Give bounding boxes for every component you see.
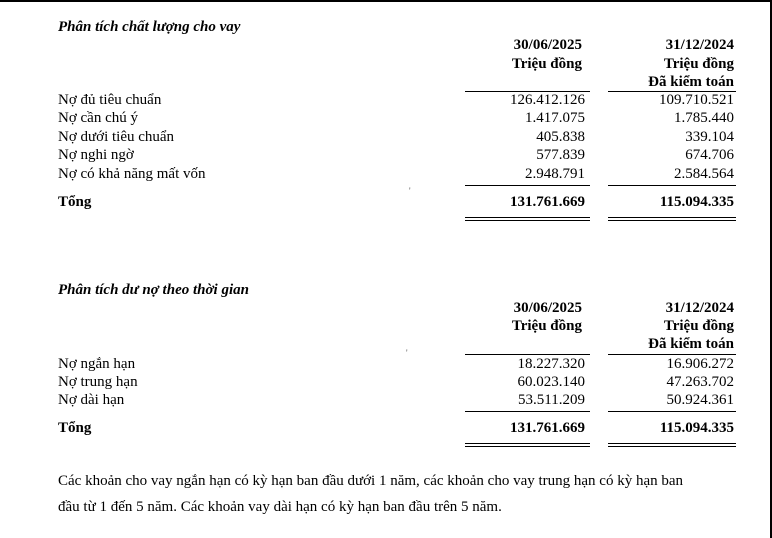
loan-quality-total-label: Tổng [58,194,92,210]
loan-term-col1-total-rule-a [465,443,590,444]
loan-term-row-value-2025: 18.227.320 [517,356,585,372]
scan-mark: ' [406,348,408,358]
loan-quality-col1-total-rule-b [465,220,590,221]
loan-term-row-label: Nợ trung hạn [58,374,138,390]
footnote-line-2: đầu từ 1 đến 5 năm. Các khoản vay dài hạn có kỳ hạn ban đầu trên 5 năm. [58,499,502,515]
loan-term-row-label: Nợ dài hạn [58,392,125,408]
loan-quality-title: Phân tích chất lượng cho vay [58,19,241,35]
loan-quality-row-label: Nợ nghi ngờ [58,147,134,163]
loan-quality-row-value-2024: 109.710.521 [659,92,734,108]
loan-quality-col2-total-rule-b [608,220,736,221]
loan-quality-row-value-2025: 1.417.075 [525,110,585,126]
loan-term-col2-date: 31/12/2024 [665,300,734,316]
loan-quality-col2-note: Đã kiểm toán [648,74,734,90]
loan-quality-total-2025: 131.761.669 [510,194,585,210]
loan-term-col2-subtotal-rule [608,411,736,412]
loan-quality-row-label: Nợ đủ tiêu chuẩn [58,92,162,108]
scan-mark: ' [409,186,411,196]
loan-term-row-value-2024: 50.924.361 [666,392,734,408]
loan-quality-row-label: Nợ có khả năng mất vốn [58,166,206,182]
loan-term-title: Phân tích dư nợ theo thời gian [58,282,249,298]
loan-quality-col1-unit: Triệu đồng [511,56,582,72]
loan-term-col2-total-rule-a [608,443,736,444]
loan-quality-row-value-2025: 126.412.126 [510,92,585,108]
loan-quality-row-label: Nợ cần chú ý [58,110,138,126]
loan-term-row-value-2024: 16.906.272 [666,356,734,372]
loan-term-col1-total-rule-b [465,446,590,447]
loan-term-col1-header-rule [465,354,590,355]
loan-term-row-value-2024: 47.263.702 [666,374,734,390]
page-top-border [0,0,772,2]
loan-term-col1-date: 30/06/2025 [513,300,582,316]
loan-quality-row-value-2024: 2.584.564 [674,166,734,182]
loan-quality-row-value-2024: 1.785.440 [674,110,734,126]
loan-term-col1-subtotal-rule [465,411,590,412]
loan-quality-col2-total-rule-a [608,217,736,218]
loan-quality-row-label: Nợ dưới tiêu chuẩn [58,129,175,145]
loan-term-col2-header-rule [608,354,736,355]
loan-quality-row-value-2024: 339.104 [685,129,734,145]
loan-quality-row-value-2024: 674.706 [685,147,734,163]
loan-quality-col1-total-rule-a [465,217,590,218]
loan-term-total-2024: 115.094.335 [659,420,734,436]
loan-quality-row-value-2025: 405.838 [536,129,585,145]
loan-quality-col1-date: 30/06/2025 [513,37,582,53]
loan-quality-col2-date: 31/12/2024 [665,37,734,53]
loan-term-col2-total-rule-b [608,446,736,447]
loan-term-col2-note: Đã kiểm toán [648,336,734,352]
loan-term-total-label: Tổng [58,420,92,436]
loan-term-col2-unit: Triệu đồng [663,318,734,334]
loan-term-total-2025: 131.761.669 [510,420,585,436]
loan-term-row-label: Nợ ngắn hạn [58,356,136,372]
loan-term-row-value-2025: 53.511.209 [518,392,585,408]
footnote-line-1: Các khoản cho vay ngắn hạn có kỳ hạn ban đầu dưới 1 năm, các khoản cho vay trung hạn có kỳ hạn ban [58,473,684,489]
loan-quality-col1-subtotal-rule [465,185,590,186]
loan-quality-total-2024: 115.094.335 [659,194,734,210]
loan-term-row-value-2025: 60.023.140 [517,374,585,390]
loan-quality-col2-unit: Triệu đồng [663,56,734,72]
loan-quality-row-value-2025: 2.948.791 [525,166,585,182]
loan-quality-col2-subtotal-rule [608,185,736,186]
loan-quality-row-value-2025: 577.839 [536,147,585,163]
footnote-paragraph [58,468,748,520]
loan-term-col1-unit: Triệu đồng [511,318,582,334]
